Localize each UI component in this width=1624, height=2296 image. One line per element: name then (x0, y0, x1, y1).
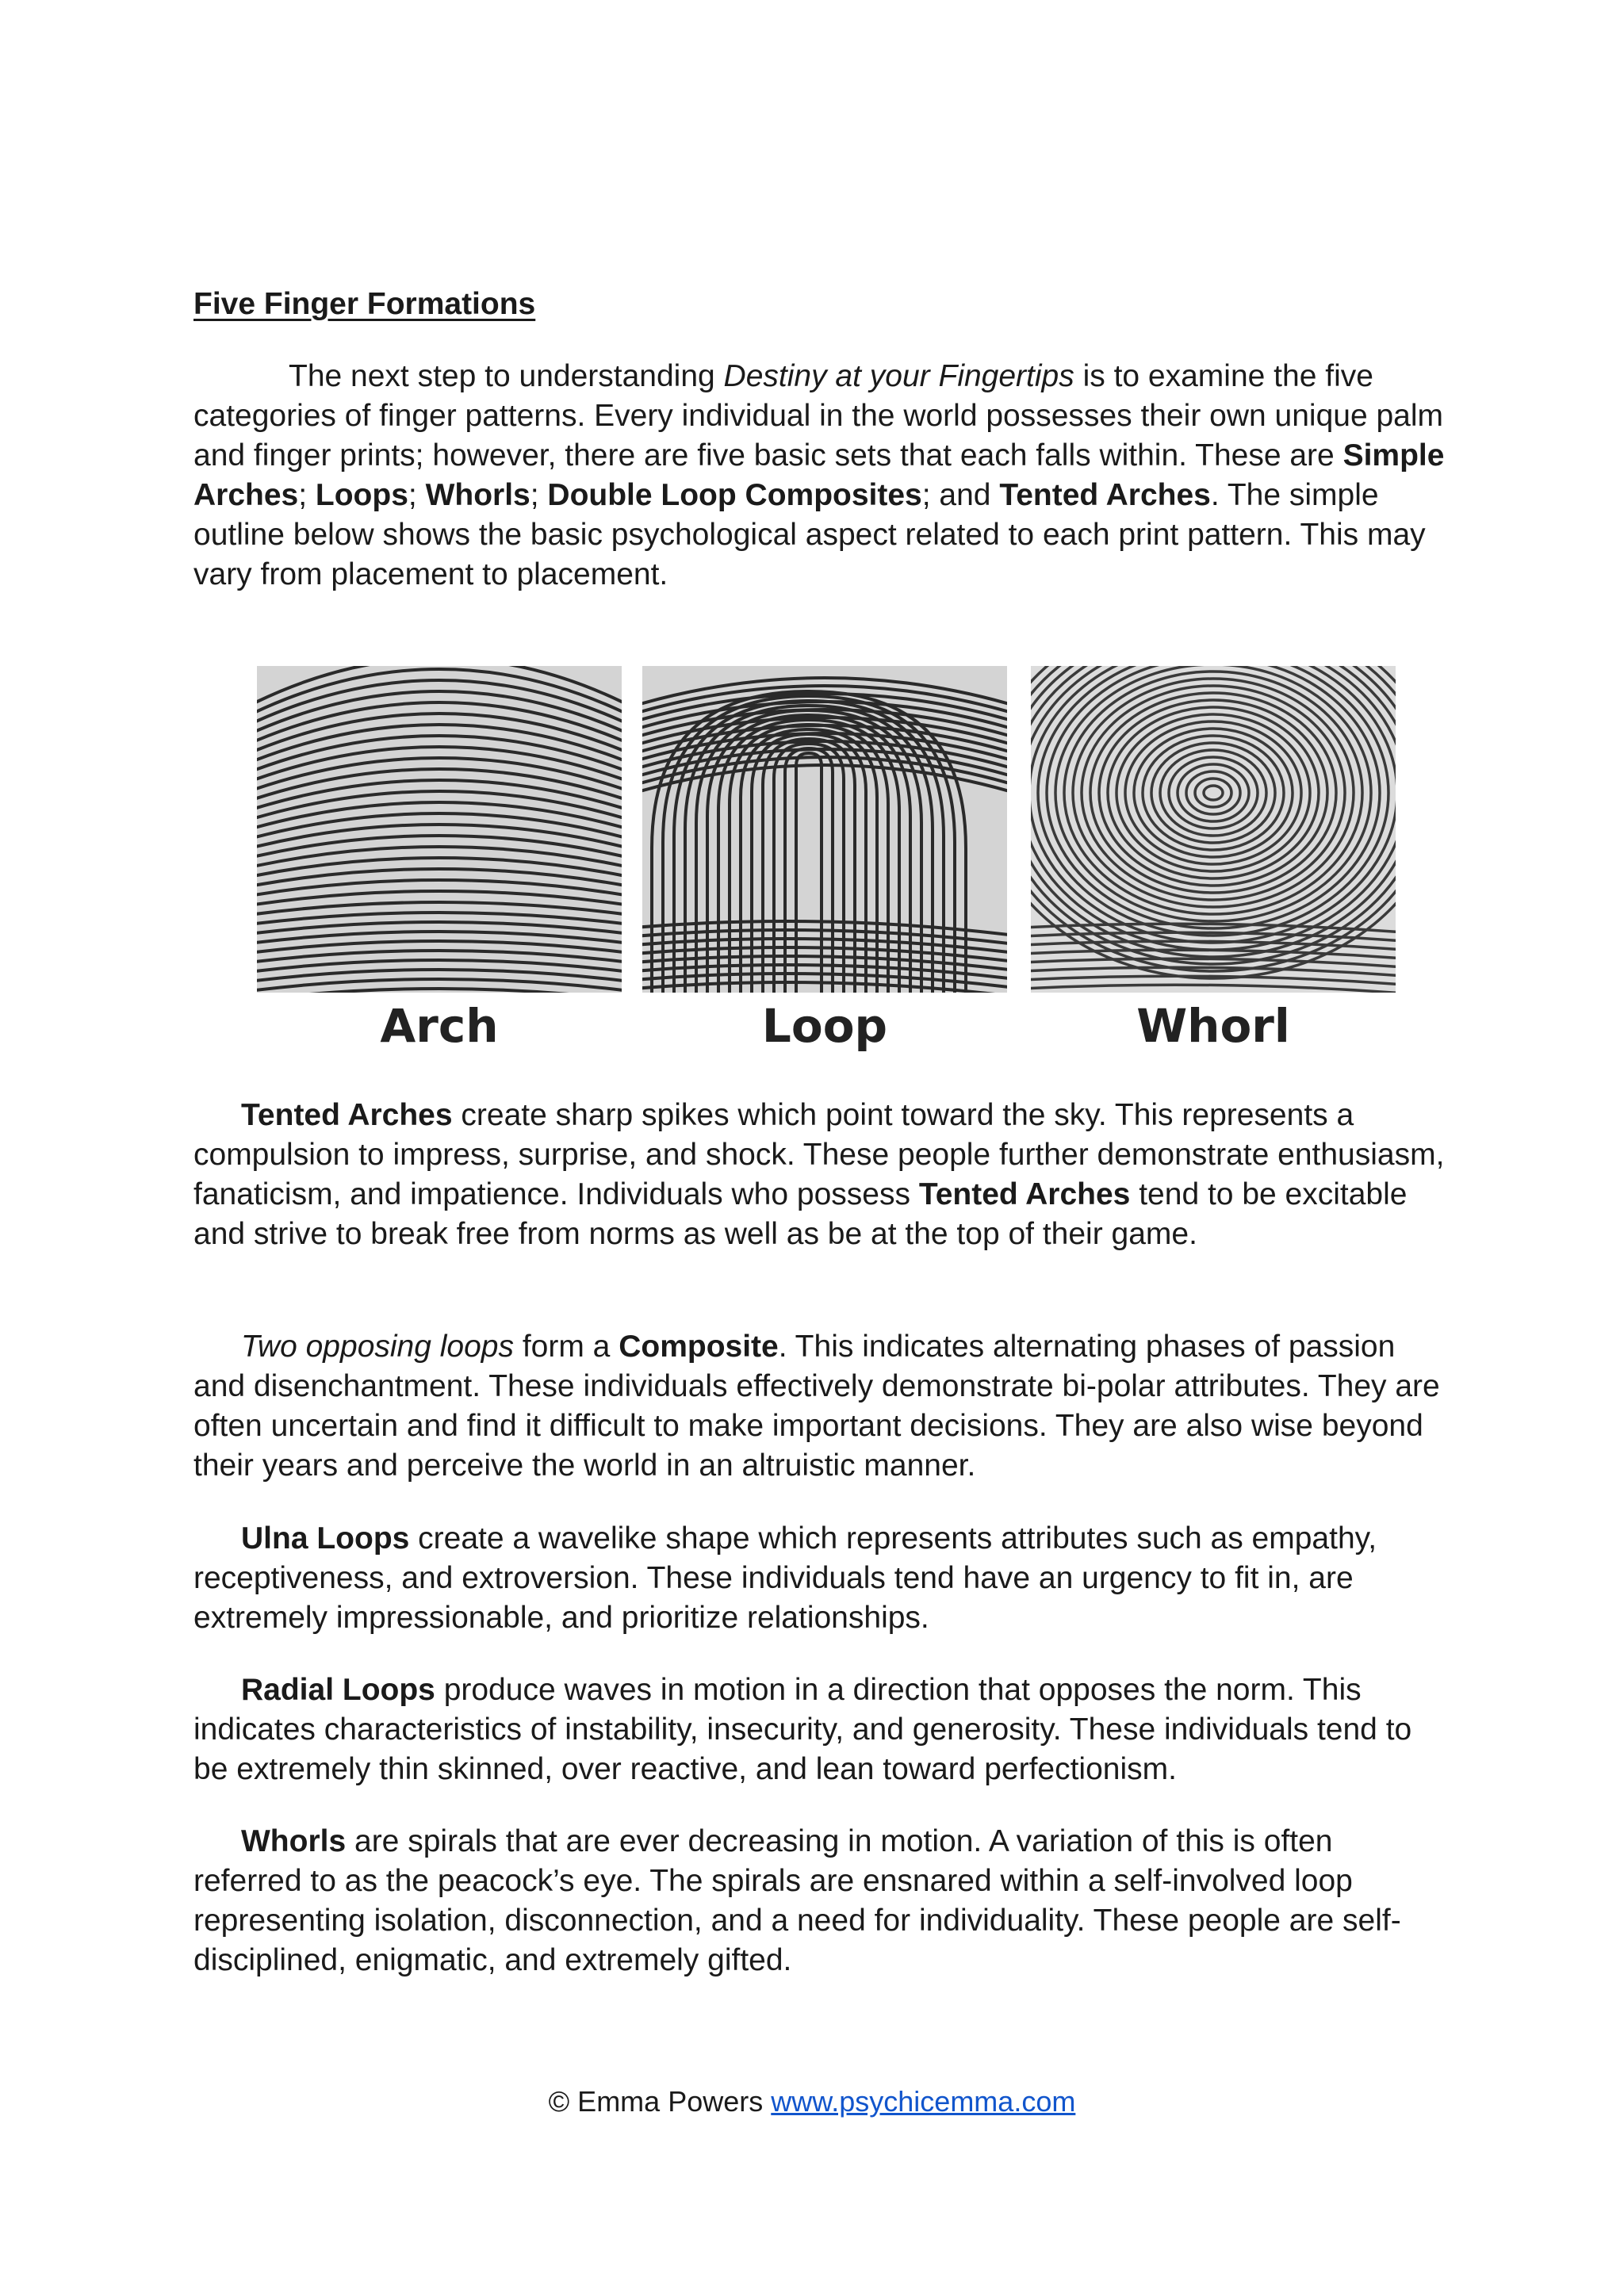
ulna-loops-paragraph (193, 1519, 1446, 1638)
radial-loops-paragraph (193, 1670, 1446, 1789)
arch-fingerprint-image (257, 666, 622, 993)
italic-run: Destiny at your Fingertips (723, 359, 1074, 393)
bold-run: Loops (315, 478, 408, 512)
page-title: Five Finger Formations (193, 287, 536, 321)
text-run: create sharp spikes which point toward the sky. This represents a compulsion to impress, surprise, and shock. These people further demonstrate enthusiasm, fanaticism, and impatience. Individuals who possess (193, 1098, 1445, 1211)
bold-run: Double Loop Composites (547, 478, 922, 512)
text-run: ; (408, 478, 426, 512)
text-run: are spirals that are ever decreasing in motion. A variation of this is often referred to as the peacock’s eye. The spirals are ensnared within a self-involved loop representing isolation, disconnection, and a need for individuality. These people are self-disciplined, enigmatic, and extremely gifted. (193, 1824, 1401, 1977)
text-run: form a (514, 1330, 619, 1364)
bold-run: Ulna Loops (241, 1521, 410, 1556)
bold-run: Whorls (425, 478, 530, 512)
fingerprint-figure (254, 666, 1396, 1062)
intro-paragraph (193, 357, 1446, 595)
text-run: The next step to understanding (289, 359, 724, 393)
italic-run: Two opposing loops (241, 1330, 514, 1364)
loop-print-svg (642, 666, 1007, 993)
tented-arches-paragraph (193, 1096, 1446, 1254)
text-run: tend to be excitable and strive to break free from norms as well as be at the top of their game. (193, 1177, 1408, 1251)
bold-run: Radial Loops (241, 1673, 435, 1707)
bold-run: Composite (619, 1330, 779, 1364)
text-run: create a wavelike shape which represents attributes such as empathy, receptiveness, and extroversion. These individuals tend have an urgency to fit in, are extremely impressionable, and prioritize relationships. (193, 1521, 1377, 1635)
arch-print-svg (257, 666, 622, 993)
text-run: is to examine the five categories of finger patterns. Every individual in the world possesses their own unique palm and finger prints; however, there are five basic sets that each falls within. These are (193, 359, 1444, 473)
whorl-label: Whorl (1136, 999, 1290, 1053)
text-run: produce waves in motion in a direction that opposes the norm. This indicates characteristics of instability, insecurity, and generosity. These individuals tend to be extremely thin skinned, over reactive, and lean toward perfectionism. (193, 1673, 1412, 1786)
loop-label: Loop (761, 999, 888, 1053)
copyright-text: © Emma Powers (548, 2085, 772, 2118)
composite-paragraph (193, 1327, 1446, 1486)
loop-fingerprint-image (642, 666, 1007, 993)
bold-run: Tented Arches (241, 1098, 453, 1132)
bold-run: Whorls (241, 1824, 347, 1858)
text-run: ; (298, 478, 316, 512)
text-run: ; and (921, 478, 1000, 512)
website-link[interactable]: www.psychicemma.com (771, 2085, 1076, 2118)
text-run: . The simple outline below shows the basic psychological aspect related to each print pattern. This may vary from placement to placement. (193, 478, 1426, 591)
bold-run: Simple Arches (193, 438, 1445, 512)
whorls-paragraph (193, 1822, 1446, 1980)
whorl-print-svg (1031, 666, 1396, 993)
text-run: . This indicates alternating phases of passion and disenchantment. These individuals effectively demonstrate bi-polar attributes. They are often uncertain and find it difficult to make important decisions. They are also wise beyond their years and perceive the world in an altruistic manner. (193, 1330, 1440, 1483)
whorl-fingerprint-image (1031, 666, 1396, 993)
text-run: ; (530, 478, 548, 512)
bold-run: Tented Arches (999, 478, 1211, 512)
footer (0, 2085, 1624, 2118)
bold-run: Tented Arches (918, 1177, 1131, 1211)
arch-label: Arch (380, 999, 499, 1053)
